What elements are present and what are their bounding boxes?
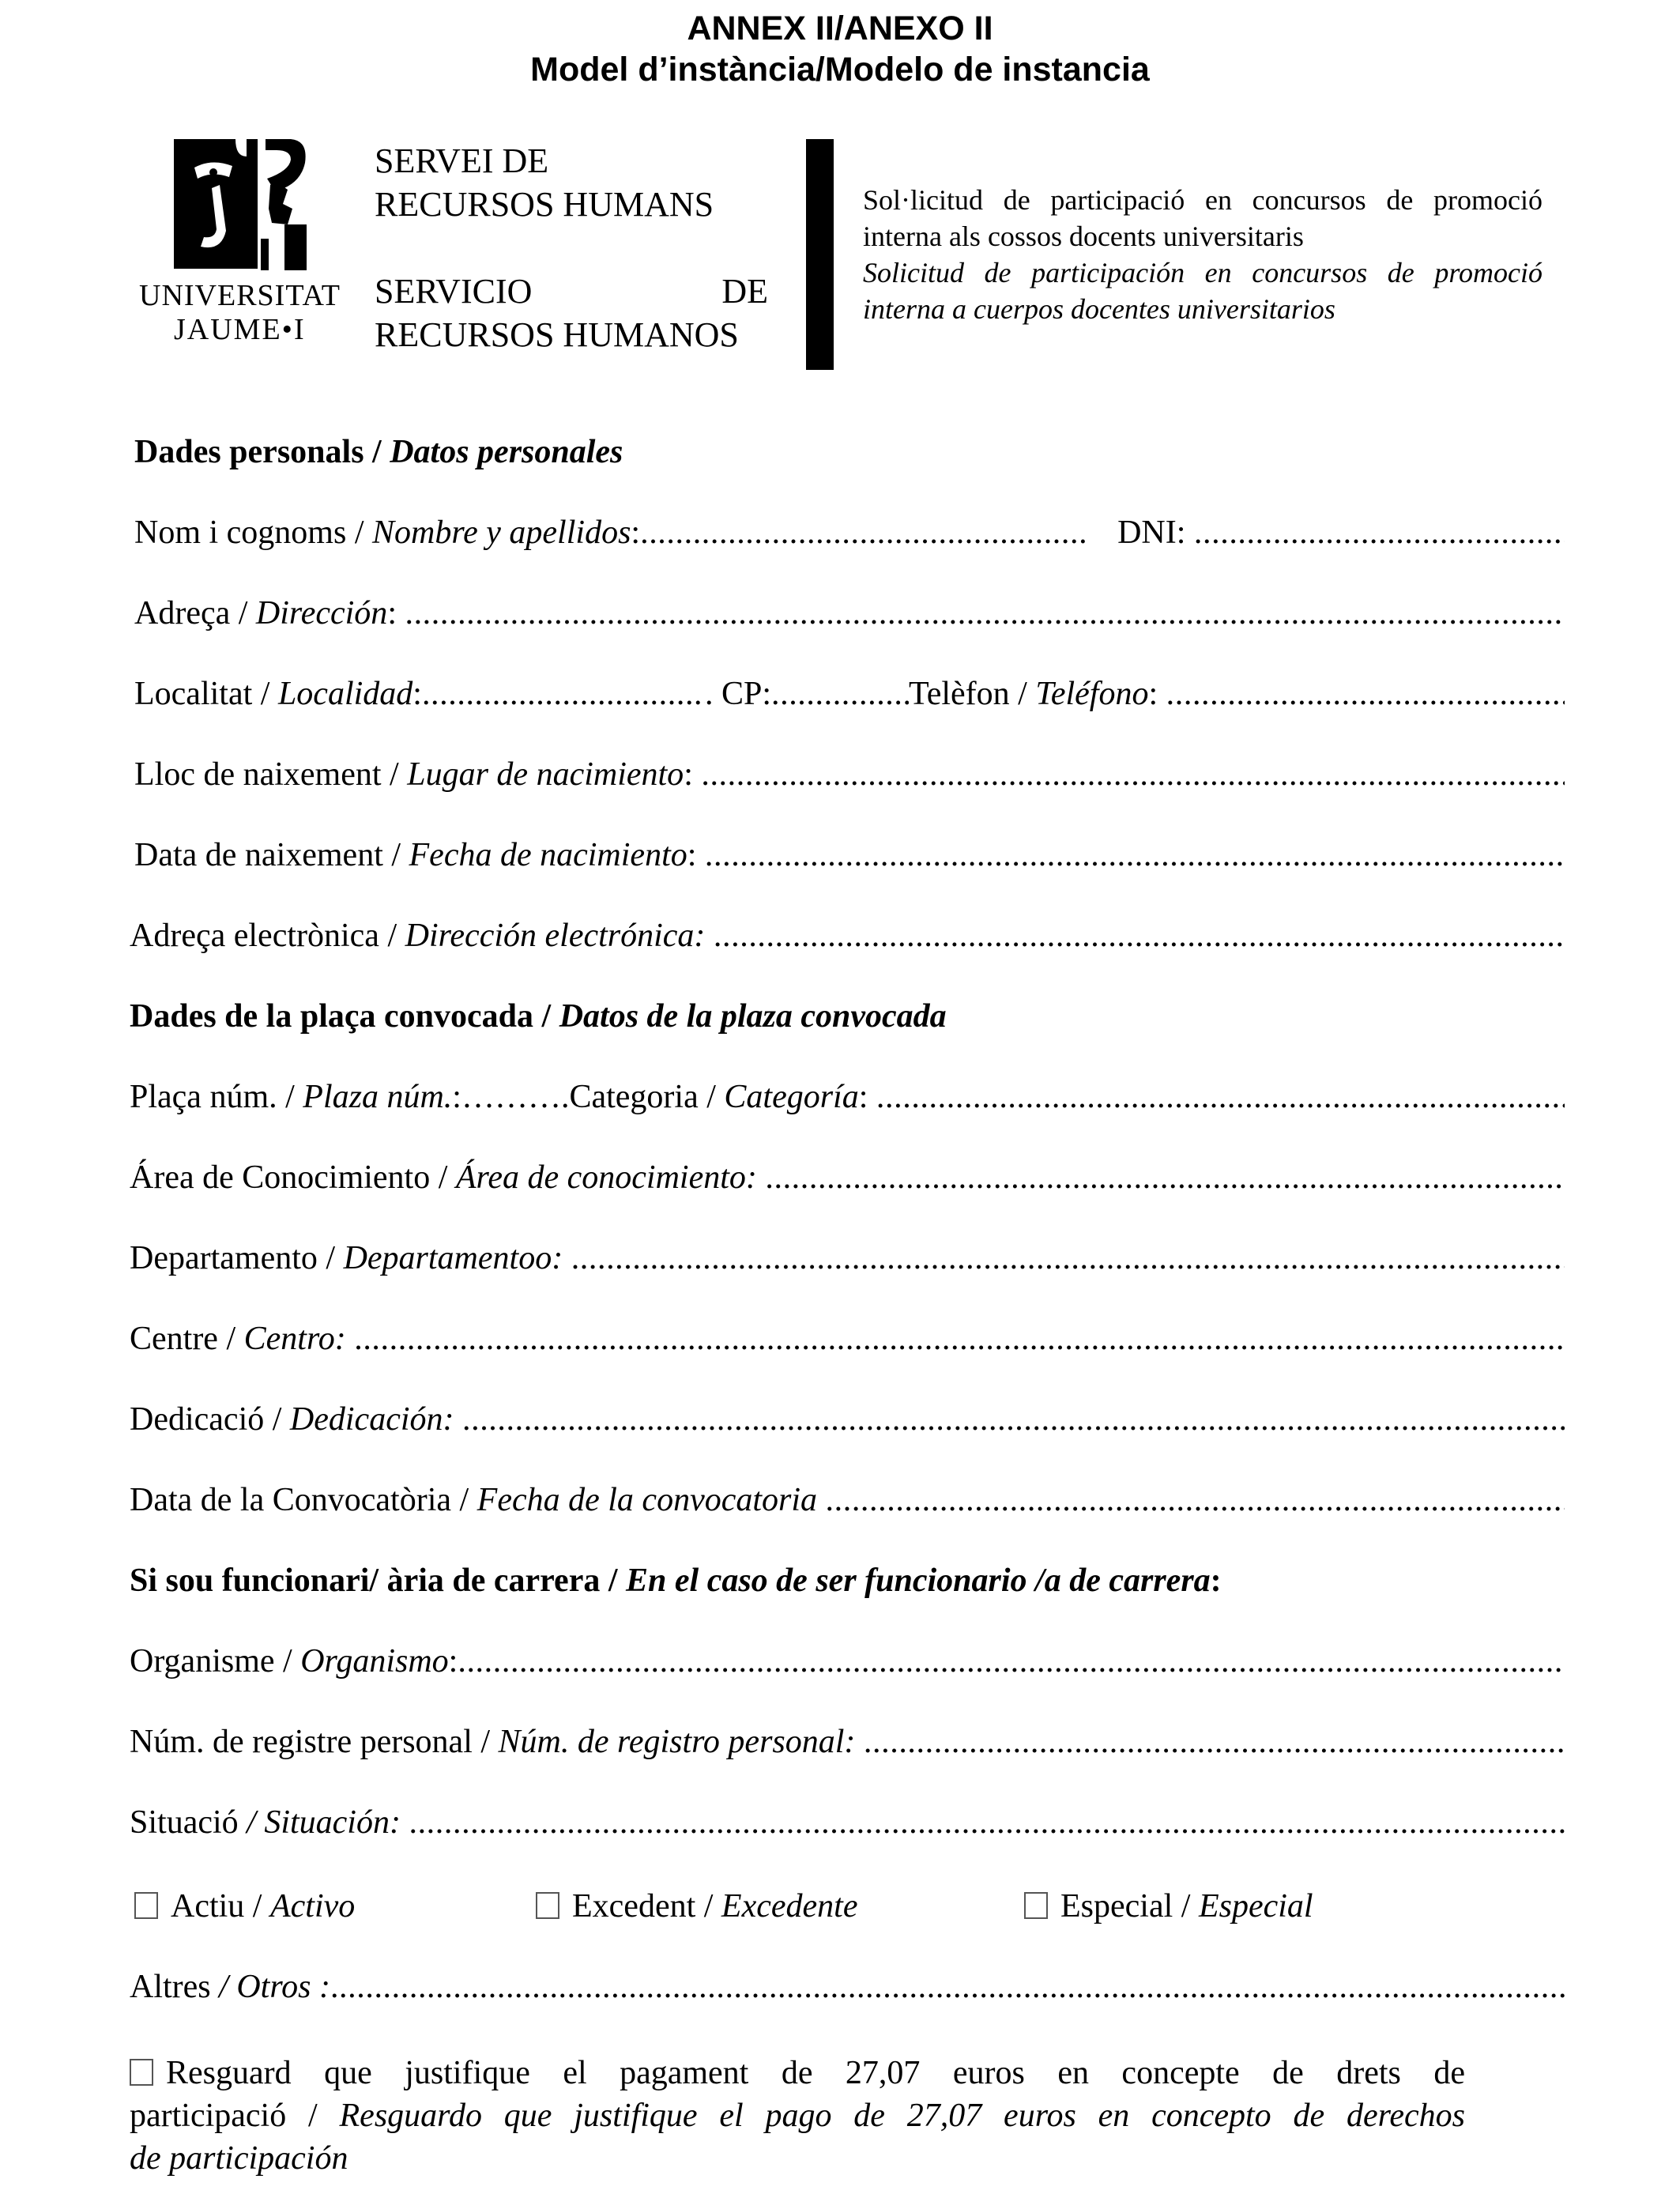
option-active-label-ca: Actiu / bbox=[171, 1888, 270, 1924]
email-label: Adreça electrònica / Dirección electrónica: bbox=[130, 918, 706, 954]
checkbox-excedent[interactable] bbox=[536, 1892, 559, 1919]
others-input[interactable] bbox=[330, 1968, 1565, 2006]
dedication-label: Dedicació / Dedicación: bbox=[130, 1401, 454, 1438]
field-row-email bbox=[130, 917, 1565, 955]
address-input[interactable] bbox=[405, 594, 1565, 632]
locality-label: Localitat / Localidad: bbox=[134, 676, 422, 712]
field-row-birthplace bbox=[134, 756, 1565, 794]
category-input[interactable] bbox=[876, 1078, 1565, 1116]
call-date-label: Data de la Convocatòria / Fecha de la convocatoria bbox=[130, 1482, 818, 1518]
option-special[interactable] bbox=[1024, 1887, 1313, 1925]
cp-input[interactable] bbox=[771, 675, 909, 713]
request-ca-line1: Sol·licitud de participació en concursos de promoció bbox=[863, 184, 1543, 216]
call-date-input[interactable] bbox=[826, 1481, 1565, 1519]
situation-label: Situació / Situación: bbox=[130, 1804, 401, 1841]
field-row-centre bbox=[130, 1320, 1565, 1358]
field-row-organism bbox=[130, 1642, 1565, 1680]
birthdate-input[interactable] bbox=[705, 836, 1565, 874]
category-label: Categoria / Categoría: bbox=[569, 1079, 876, 1115]
department-label: Departamento / Departamentoo: bbox=[130, 1240, 563, 1276]
centre-input[interactable] bbox=[354, 1320, 1565, 1358]
section-heading-es: Datos de la plaza convocada bbox=[559, 998, 947, 1035]
others-label: Altres / Otros : bbox=[130, 1969, 330, 2005]
logo-text-universitat: UNIVERSITAT bbox=[139, 279, 341, 312]
section-heading-civil-servant: Si sou funcionari/ ària de carrera / En el caso de ser funcionario /a de carrera: bbox=[130, 1563, 1222, 1599]
phone-label: Telèfon / Teléfono: bbox=[909, 676, 1166, 712]
service-name-es-word1: SERVICIO bbox=[375, 272, 533, 311]
phone-input[interactable] bbox=[1166, 675, 1565, 713]
request-es-line1: Solicitud de participación en concursos de promoció bbox=[863, 257, 1543, 288]
email-input[interactable] bbox=[714, 917, 1565, 955]
address-label: Adreça / Dirección: bbox=[134, 595, 405, 631]
area-input[interactable] bbox=[765, 1159, 1565, 1197]
section-heading-es: Datos personales bbox=[390, 434, 623, 470]
service-name-ca-line1: SERVEI DE bbox=[375, 141, 549, 180]
option-excedent-label-es: Excedente bbox=[721, 1888, 858, 1924]
option-excedent-label-ca: Excedent / bbox=[572, 1888, 721, 1924]
university-logo-icon bbox=[174, 136, 308, 272]
registry-label: Núm. de registre personal / Núm. de registro personal: bbox=[130, 1724, 856, 1760]
checkbox-payment-receipt[interactable] bbox=[130, 2059, 153, 2086]
option-special-label-es: Especial bbox=[1198, 1888, 1313, 1924]
field-row-department bbox=[130, 1239, 1565, 1277]
area-label: Área de Conocimiento / Área de conocimiento: bbox=[130, 1159, 757, 1196]
cp-label: . CP: bbox=[704, 676, 771, 712]
section-heading-ca: Dades de la plaça convocada / bbox=[130, 998, 559, 1035]
checkbox-special[interactable] bbox=[1024, 1892, 1048, 1919]
payment-receipt-text-ca: Resguard que justifique el pagament de 27,07 euros en concepte de drets de bbox=[166, 2055, 1465, 2091]
service-name-es-word2: DE bbox=[721, 272, 768, 311]
option-active-label-es: Activo bbox=[269, 1888, 356, 1924]
name-label: Nom i cognoms / Nombre y apellidos: bbox=[134, 515, 641, 551]
service-name-es-line1 bbox=[375, 270, 768, 313]
situation-input[interactable] bbox=[409, 1804, 1565, 1842]
dni-label: DNI: bbox=[1117, 515, 1186, 551]
section-heading-personal-data bbox=[134, 433, 623, 471]
header-divider-bar bbox=[806, 139, 834, 370]
organism-input[interactable] bbox=[458, 1642, 1565, 1680]
department-input[interactable] bbox=[571, 1239, 1565, 1277]
form-model-title: Model d’instància/Modelo de instancia bbox=[530, 51, 1150, 89]
birthdate-label: Data de naixement / Fecha de nacimiento: bbox=[134, 837, 705, 873]
payment-receipt-label-ca: participació / bbox=[130, 2098, 340, 2134]
field-row-birthdate bbox=[134, 836, 1565, 874]
field-row-name bbox=[134, 514, 1565, 552]
locality-input[interactable] bbox=[422, 675, 705, 713]
payment-receipt-text-es: Resguardo que justifique el pago de 27,07 euros en concepto de derechos bbox=[339, 2098, 1465, 2134]
section-heading-es: En el caso de ser funcionario /a de carrera bbox=[626, 1563, 1211, 1599]
request-ca-line2: interna als cossos docents universitaris bbox=[863, 221, 1304, 252]
section-heading-ca: Si sou funcionari/ ària de carrera / bbox=[130, 1563, 627, 1599]
position-number-label: Plaça núm. / Plaza núm.: bbox=[130, 1079, 461, 1115]
field-row-dedication bbox=[130, 1400, 1565, 1438]
field-row-locality bbox=[134, 675, 1565, 713]
section-heading-ca: Dades personals / bbox=[134, 434, 390, 470]
university-logo bbox=[139, 136, 346, 349]
organism-label: Organisme / Organismo: bbox=[130, 1643, 458, 1679]
section-heading-position-data bbox=[130, 997, 947, 1035]
field-row-others bbox=[130, 1968, 1565, 2006]
field-row-area bbox=[130, 1159, 1565, 1197]
field-row-registry bbox=[130, 1723, 1565, 1761]
field-row-situation bbox=[130, 1804, 1565, 1842]
registry-input[interactable] bbox=[864, 1723, 1565, 1761]
option-special-label-ca: Especial / bbox=[1060, 1888, 1199, 1924]
birthplace-label: Lloc de naixement / Lugar de nacimiento: bbox=[134, 756, 702, 793]
field-row-call-date bbox=[130, 1481, 1565, 1519]
centre-label: Centre / Centro: bbox=[130, 1321, 346, 1357]
checkbox-active[interactable] bbox=[134, 1892, 158, 1919]
request-es-line2: interna a cuerpos docentes universitarios bbox=[863, 293, 1335, 325]
dni-input[interactable] bbox=[1194, 514, 1565, 552]
option-active[interactable] bbox=[134, 1887, 355, 1925]
field-row-address bbox=[134, 594, 1565, 632]
field-row-position-number bbox=[130, 1078, 1565, 1116]
service-name-ca-line2: RECURSOS HUMANS bbox=[375, 185, 714, 224]
birthplace-input[interactable] bbox=[701, 756, 1565, 794]
service-name-es-line2: RECURSOS HUMANOS bbox=[375, 315, 739, 354]
form-annex-title: ANNEX II/ANEXO II bbox=[687, 9, 993, 47]
payment-receipt-item bbox=[130, 2052, 1465, 2180]
option-excedent[interactable] bbox=[536, 1887, 857, 1925]
name-input[interactable] bbox=[640, 514, 1089, 552]
dedication-input[interactable] bbox=[462, 1400, 1565, 1438]
logo-text-jaume: JAUME•I bbox=[174, 313, 306, 346]
payment-receipt-text-es-end: de participación bbox=[130, 2140, 348, 2177]
position-number-input[interactable]: ………. bbox=[461, 1079, 570, 1115]
request-description bbox=[863, 182, 1543, 327]
